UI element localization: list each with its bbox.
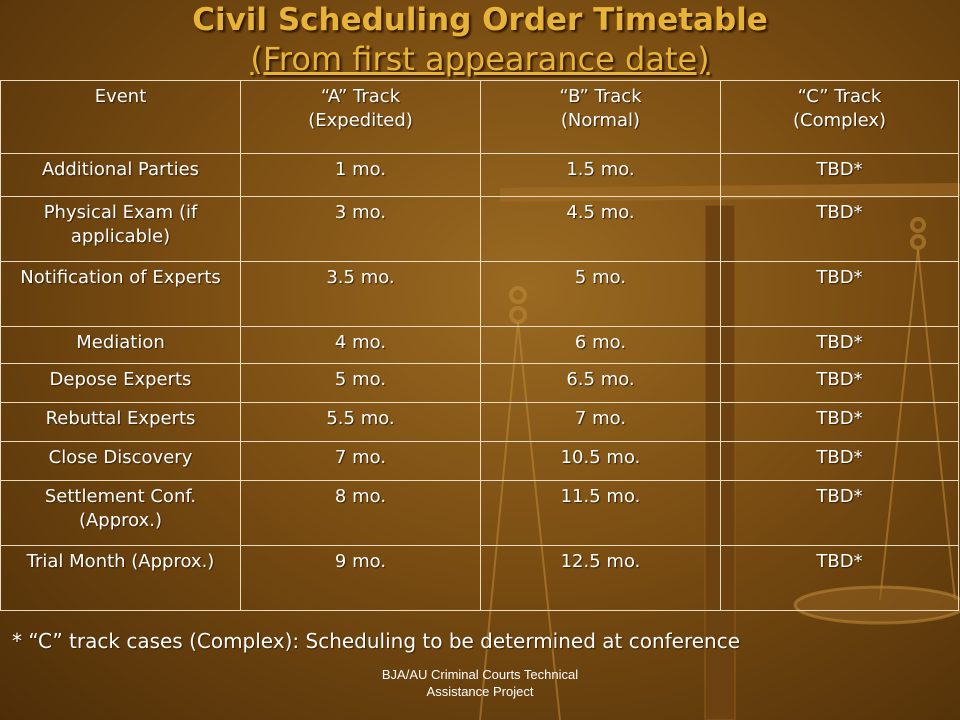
event-cell: Notification of Experts bbox=[1, 262, 241, 327]
table-header-row bbox=[1, 81, 959, 154]
b-track-cell: 1.5 mo. bbox=[481, 154, 721, 197]
event-cell: Additional Parties bbox=[1, 154, 241, 197]
table-row bbox=[1, 546, 959, 611]
event-cell: Close Discovery bbox=[1, 442, 241, 481]
event-cell: Mediation bbox=[1, 327, 241, 364]
event-cell: Trial Month (Approx.) bbox=[1, 546, 241, 611]
table-row bbox=[1, 154, 959, 197]
c-track-cell: TBD* bbox=[721, 364, 959, 403]
c-track-cell: TBD* bbox=[721, 197, 959, 262]
c-track-cell: TBD* bbox=[721, 154, 959, 197]
a-track-cell: 8 mo. bbox=[241, 481, 481, 546]
slide-subtitle: (From first appearance date) bbox=[250, 40, 710, 78]
footnote: * “C” track cases (Complex): Scheduling to be determined at conference bbox=[12, 629, 741, 653]
table-row bbox=[1, 481, 959, 546]
timetable bbox=[0, 80, 959, 611]
c-track-cell: TBD* bbox=[721, 262, 959, 327]
footer bbox=[330, 666, 630, 700]
b-track-cell: 5 mo. bbox=[481, 262, 721, 327]
a-track-cell: 5.5 mo. bbox=[241, 403, 481, 442]
header-c-track: “C” Track (Complex) bbox=[721, 81, 959, 154]
table-row bbox=[1, 442, 959, 481]
event-cell: Physical Exam (if applicable) bbox=[1, 197, 241, 262]
b-track-cell: 12.5 mo. bbox=[481, 546, 721, 611]
c-track-cell: TBD* bbox=[721, 442, 959, 481]
a-track-cell: 3 mo. bbox=[241, 197, 481, 262]
header-event: Event bbox=[1, 81, 241, 154]
b-track-cell: 4.5 mo. bbox=[481, 197, 721, 262]
a-track-cell: 1 mo. bbox=[241, 154, 481, 197]
event-cell: Rebuttal Experts bbox=[1, 403, 241, 442]
b-track-cell: 6.5 mo. bbox=[481, 364, 721, 403]
table-row bbox=[1, 364, 959, 403]
header-a-track: “A” Track (Expedited) bbox=[241, 81, 481, 154]
event-cell: Depose Experts bbox=[1, 364, 241, 403]
b-track-cell: 6 mo. bbox=[481, 327, 721, 364]
a-track-cell: 4 mo. bbox=[241, 327, 481, 364]
slide-title: Civil Scheduling Order Timetable bbox=[192, 2, 768, 38]
b-track-cell: 7 mo. bbox=[481, 403, 721, 442]
event-cell: Settlement Conf. (Approx.) bbox=[1, 481, 241, 546]
header-b-track: “B” Track (Normal) bbox=[481, 81, 721, 154]
c-track-cell: TBD* bbox=[721, 403, 959, 442]
c-track-cell: TBD* bbox=[721, 546, 959, 611]
table-row bbox=[1, 197, 959, 262]
c-track-cell: TBD* bbox=[721, 327, 959, 364]
table-row bbox=[1, 327, 959, 364]
b-track-cell: 10.5 mo. bbox=[481, 442, 721, 481]
c-track-cell: TBD* bbox=[721, 481, 959, 546]
table-row bbox=[1, 262, 959, 327]
a-track-cell: 7 mo. bbox=[241, 442, 481, 481]
a-track-cell: 5 mo. bbox=[241, 364, 481, 403]
a-track-cell: 3.5 mo. bbox=[241, 262, 481, 327]
b-track-cell: 11.5 mo. bbox=[481, 481, 721, 546]
footer-line: BJA/AU Criminal Courts Technical bbox=[381, 667, 579, 682]
footer-line: Assistance Project bbox=[426, 684, 534, 699]
a-track-cell: 9 mo. bbox=[241, 546, 481, 611]
table-row bbox=[1, 403, 959, 442]
